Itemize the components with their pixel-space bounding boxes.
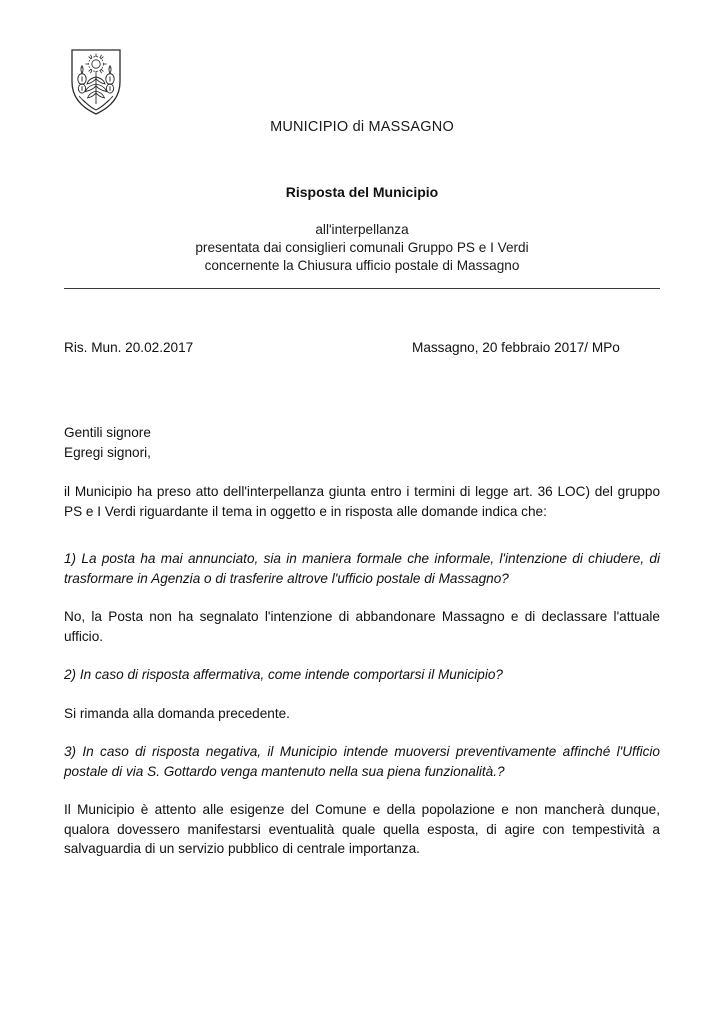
- subject-heading: Risposta del Municipio: [285, 184, 439, 200]
- page-title: MUNICIPIO di MASSAGNO: [270, 119, 454, 135]
- salutation: [64, 423, 660, 462]
- place-and-date: Massagno, 20 febbraio 2017/ MPo: [412, 340, 620, 355]
- massagno-coat-of-arms-icon: [69, 46, 123, 116]
- subject-line-3: concernente la Chiusura ufficio postale di Massagno: [204, 258, 520, 273]
- subject-line-1: all'interpellanza: [315, 222, 409, 237]
- question-1: 1) La posta ha mai annunciato, sia in maniera formale che informale, l'intenzione di chiudere, di trasformare in Agenzia o di trasferire altrove l'ufficio postale di Massagno?: [64, 551, 660, 586]
- subject-line-2: presentata dai consiglieri comunali Gruppo PS e I Verdi: [195, 240, 529, 255]
- reference-row: [64, 340, 660, 355]
- subject-lines: [0, 221, 724, 275]
- header-divider: [64, 288, 660, 289]
- question-3: 3) In caso di risposta negativa, il Municipio intende muoversi preventivamente affinché l'Ufficio postale di via S. Gottardo venga mantenuto nella sua piena funzionalità.?: [64, 744, 660, 779]
- intro-paragraph: il Municipio ha preso atto dell'interpellanza giunta entro i termini di legge art. 36 LOC) del gruppo PS e I Verdi riguardante il tema in oggetto e in risposta alle domande indica che:: [64, 484, 660, 519]
- salutation-line-1: Gentili signore: [64, 425, 151, 440]
- question-2: 2) In caso di risposta affermativa, come intende comportarsi il Municipio?: [64, 667, 503, 682]
- salutation-line-2: Egregi signori,: [64, 444, 151, 460]
- answer-1: No, la Posta non ha segnalato l'intenzione di abbandonare Massagno e di declassare l'attuale ufficio.: [64, 609, 660, 644]
- resolution-reference: Ris. Mun. 20.02.2017: [64, 340, 194, 355]
- answer-3: Il Municipio è attento alle esigenze del Comune e della popolazione e non mancherà dunque, qualora dovessero manifestarsi eventualità quale quella esposta, di agire con tempestività a salvaguardia di un servizio pubblico di centrale importanza.: [64, 802, 660, 856]
- answer-2: Si rimanda alla domanda precedente.: [64, 705, 290, 721]
- letter-body: [64, 423, 660, 859]
